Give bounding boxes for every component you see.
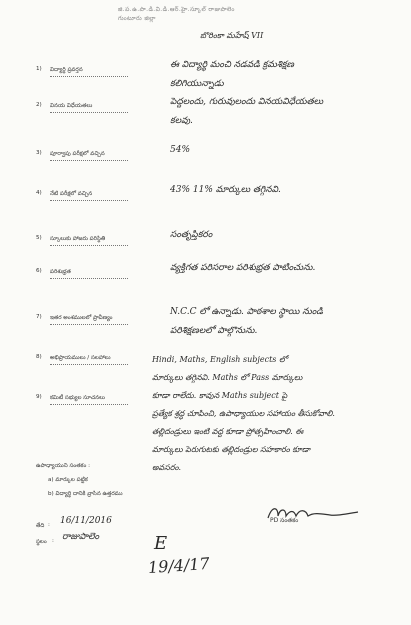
- row-9-dots: [50, 404, 128, 405]
- row-1-answer-line-2: కలిగియున్నాడు: [170, 79, 224, 89]
- school-header: జి.ప.ఉ.పా.డి.వి.డి.ఆర్.హై.స్కూల్ రాజుపాలెం: [118, 6, 235, 13]
- row-9-answer-line-1: కూడా రాలేదు. కావున Maths subject పై: [152, 391, 288, 400]
- row-3-answer: 54%: [170, 145, 191, 155]
- row-3-dots: [50, 160, 128, 161]
- row-7-dots: [50, 324, 128, 325]
- pd-signature-role: PD సంతకం: [270, 517, 299, 524]
- row-8-answer-line-1: Hindi, Maths, English subjects లో: [152, 355, 288, 364]
- row-9-number: 9): [36, 394, 42, 400]
- date-label: తేది: [36, 523, 45, 529]
- date-value: 16/11/2016: [60, 516, 112, 526]
- row-9-answer-line-5: అవసరం.: [152, 463, 182, 472]
- row-5-label: స్కూలుకు హాజరు పరిస్థితి: [50, 236, 106, 242]
- inspector-initial: E: [154, 533, 168, 554]
- place-label: స్థలం: [36, 539, 47, 545]
- inspection-date: 19/4/17: [147, 553, 211, 578]
- row-4-answer: 43% 11% మార్కులు తగ్గినవి.: [170, 185, 281, 195]
- place-colon: :: [52, 538, 54, 544]
- row-6-answer: వ్యక్తిగత పరిసరాల పరిశుభ్రత పాటించును.: [170, 263, 316, 273]
- row-4-dots: [50, 200, 128, 201]
- row-8-answer-line-2: మార్కులు తగ్గినవి. Maths లో Pass మార్కులు: [152, 373, 303, 382]
- row-7-number: 7): [36, 314, 42, 320]
- row-2-label: వినయ విధేయతలు: [50, 103, 93, 109]
- row-6-label: పరిశుభ్రత: [50, 269, 71, 275]
- followup-title: ఉపాధ్యాయుని సంతకం :: [36, 463, 90, 469]
- row-5-answer: సంతృప్తికరం: [170, 230, 213, 240]
- row-4-number: 4): [36, 190, 42, 196]
- row-9-label: కమిటీ సభ్యుల సూచనలు: [50, 395, 105, 401]
- row-7-answer-line-2: పరిశిక్షణలలో పాల్గొనును.: [170, 326, 258, 336]
- student-name: బొరింకా మహేష్ VII: [200, 31, 264, 40]
- row-2-number: 2): [36, 102, 42, 108]
- row-8-number: 8): [36, 354, 42, 360]
- row-6-number: 6): [36, 268, 42, 274]
- row-1-number: 1): [36, 66, 42, 72]
- row-8-dots: [50, 364, 128, 365]
- row-8-label: అభిప్రాయములు / సలహాలు: [50, 355, 111, 361]
- row-3-number: 3): [36, 150, 42, 156]
- row-7-answer-line-1: N.C.C లో ఉన్నాడు. పాఠశాల స్థాయి నుండి: [170, 307, 323, 317]
- row-5-dots: [50, 245, 128, 246]
- row-1-label: విద్యార్థి ప్రవర్తన: [50, 67, 83, 73]
- row-4-label: నేటి పరీక్షలో వచ్చిన: [50, 191, 93, 197]
- followup-item-b: b) విద్యార్థి దానికి వ్రాసిన ఉత్తరము: [48, 491, 123, 497]
- row-9-answer-line-4: మార్కులు పెరుగుటకు తల్లిదండ్రుల సహకారం కూడా: [152, 445, 311, 454]
- row-5-number: 5): [36, 235, 42, 241]
- row-7-label: ఇతర అంశములలో ప్రావీణ్యం: [50, 315, 113, 321]
- followup-item-a: a) మార్కుల పట్టిక: [48, 477, 88, 483]
- place-value: రాజుపాలెం: [62, 532, 100, 542]
- date-colon: :: [48, 522, 50, 528]
- row-2-dots: [50, 112, 128, 113]
- row-3-label: పూర్వాపు పరీక్షలో వచ్చిన: [50, 151, 105, 157]
- row-2-answer-line-2: కలవు.: [170, 116, 193, 126]
- row-1-dots: [50, 76, 128, 77]
- row-1-answer-line-1: ఈ విద్యార్థి మంచి నడవడి క్రమశిక్షణ: [170, 60, 294, 70]
- row-9-answer-line-3: తల్లిదండ్రులు ఇంటి వద్ద కూడా ప్రోత్సహించాలి. ఈ: [152, 427, 304, 436]
- row-2-answer-line-1: పెద్దలందు, గురువులందు వినయవిధేయతలు: [170, 97, 324, 107]
- row-6-dots: [50, 278, 128, 279]
- row-9-answer-line-2: ప్రత్యేక శ్రద్ధ చూపించి, ఉపాధ్యాయుల సహాయం తీసుకోవాలి.: [152, 409, 335, 418]
- district-header: గుంటూరు జిల్లా: [118, 15, 156, 22]
